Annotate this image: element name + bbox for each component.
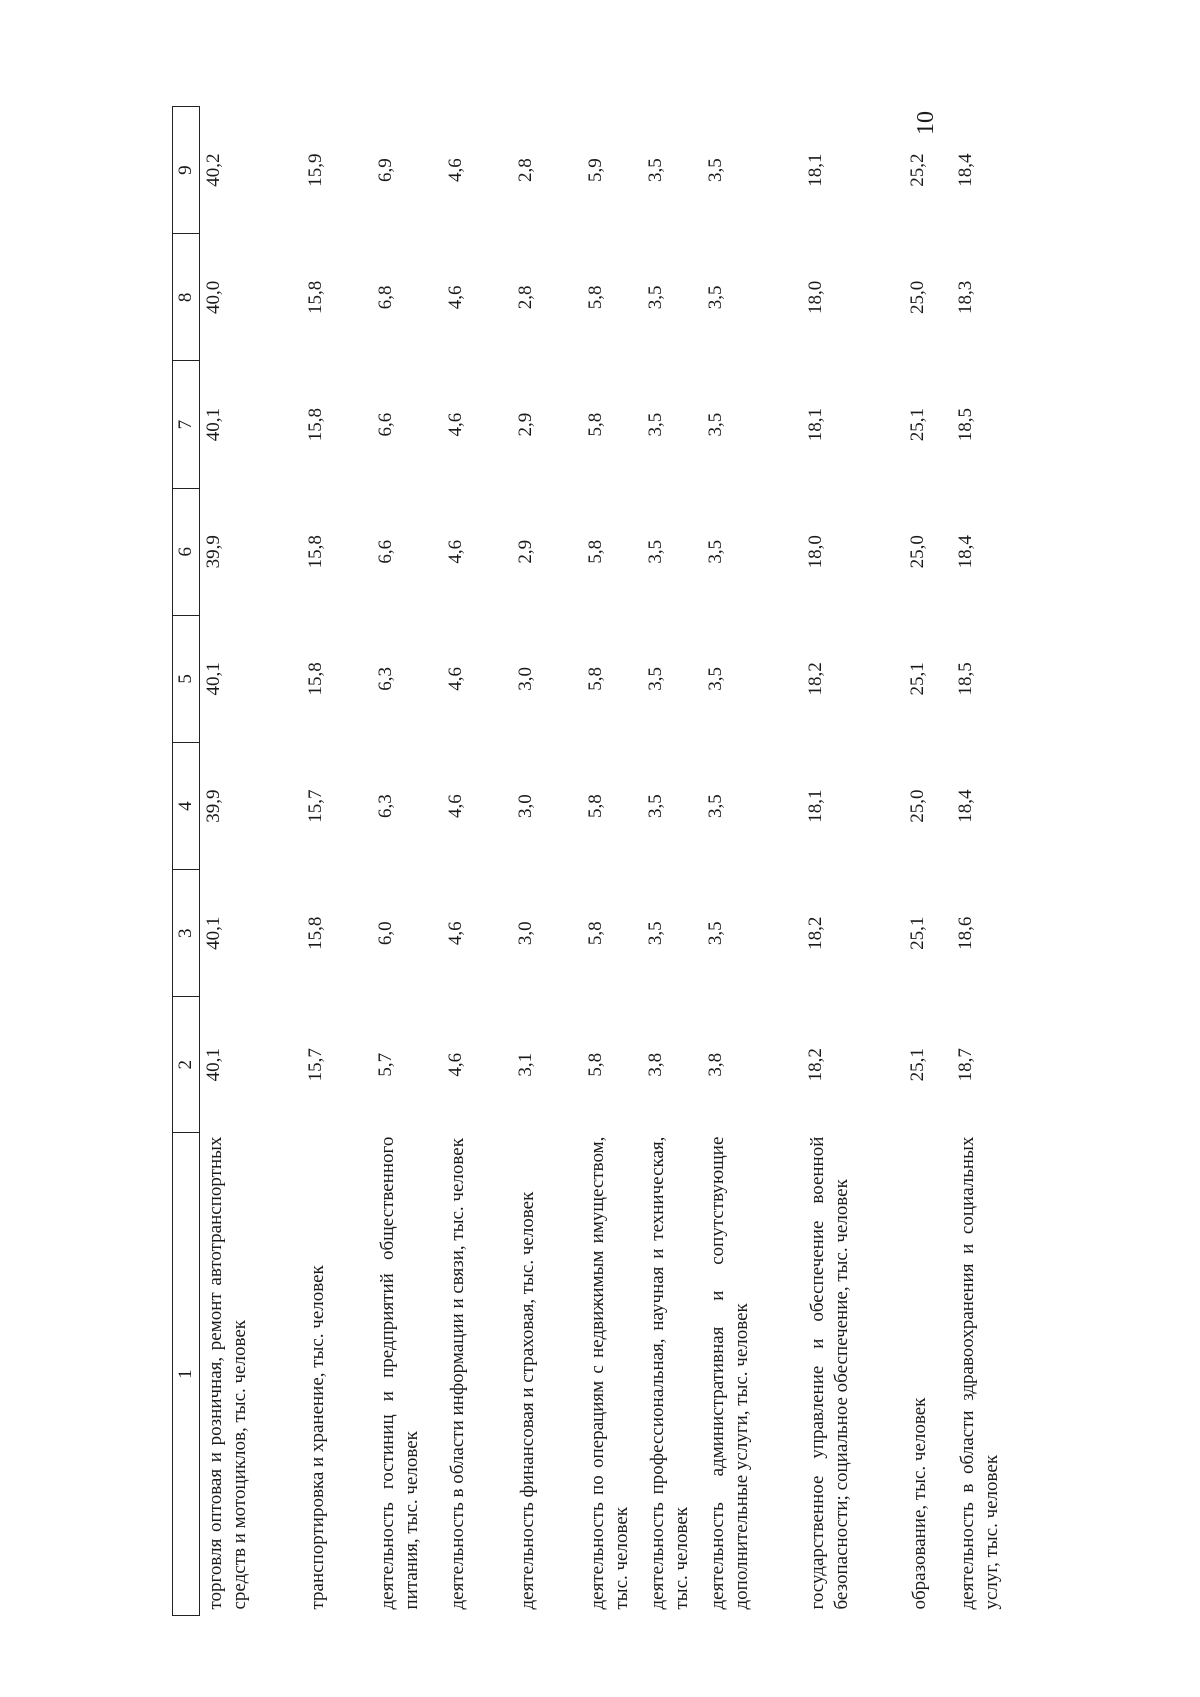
table-row: [702, 107, 802, 1616]
table-cell: 18,1: [805, 789, 826, 823]
table-cell: 6,8: [375, 285, 396, 310]
table-cell: 2,9: [515, 539, 536, 564]
table-cell: 25,2: [907, 153, 928, 187]
table-cell: 5,8: [585, 285, 606, 310]
column-header: 3: [173, 870, 200, 997]
row-label: государственное управление и обеспечение военной безопасности; социальное обеспечение, тыс. человек: [807, 1136, 852, 1610]
table-cell: 39,9: [203, 535, 224, 569]
table-cell: 18,7: [955, 1048, 976, 1082]
table-cell: 40,1: [203, 407, 224, 442]
table-cell: 3,0: [515, 667, 536, 691]
table-cell: 3,5: [645, 158, 666, 183]
table-cell: 2,8: [515, 158, 536, 183]
table-cell: 3,5: [645, 794, 666, 818]
table-cell: 3,5: [705, 794, 726, 818]
table-cell: 15,8: [305, 916, 326, 950]
table-cell: 18,2: [805, 662, 826, 696]
table-cell: 40,2: [203, 153, 224, 187]
table-cell: 5,8: [585, 1052, 606, 1077]
table-cell: 2,9: [515, 412, 536, 437]
table-cell: 40,1: [203, 1048, 224, 1082]
table-cell: 3,5: [705, 539, 726, 564]
header-row: [173, 107, 200, 1616]
table-cell: 6,6: [375, 412, 396, 437]
table-row: [372, 107, 442, 1616]
column-header: 1: [173, 1133, 200, 1616]
table-cell: 25,0: [907, 280, 928, 315]
table-row: [302, 107, 372, 1616]
data-table: [172, 106, 1032, 1616]
table-cell: 3,5: [705, 285, 726, 310]
table-cell: 18,4: [955, 789, 976, 823]
table-cell: 4,6: [445, 158, 466, 183]
table-cell: 40,1: [203, 916, 224, 950]
table-cell: 3,5: [645, 285, 666, 310]
column-header: 7: [173, 361, 200, 488]
row-label: деятельность в области здравоохранения и социальных услуг, тыс. человек: [957, 1136, 1002, 1610]
table-cell: 6,3: [375, 667, 396, 691]
table-cell: 4,6: [445, 285, 466, 310]
column-header: 6: [173, 488, 200, 615]
column-header: 9: [173, 107, 200, 234]
row-label: деятельность в области информации и связи, тыс. человек: [447, 1138, 468, 1610]
table-cell: 3,1: [515, 1052, 536, 1077]
table-cell: 4,6: [445, 667, 466, 691]
table-cell: 3,5: [705, 921, 726, 946]
table-cell: 18,5: [955, 662, 976, 696]
row-label: торговля оптовая и розничная, ремонт автотранспортных средств и мотоциклов, тыс. человек: [205, 1136, 250, 1610]
table-cell: 4,6: [445, 539, 466, 564]
row-label: деятельность профессиональная, научная и техническая, тыс. человек: [647, 1136, 692, 1610]
table-cell: 18,1: [805, 407, 826, 442]
table-cell: 3,5: [705, 158, 726, 183]
table-cell: 15,8: [305, 662, 326, 696]
table-cell: 15,7: [305, 789, 326, 823]
table-cell: 3,0: [515, 921, 536, 946]
table-row: [200, 107, 303, 1616]
table-cell: 3,8: [645, 1052, 666, 1077]
table-cell: 6,0: [375, 921, 396, 946]
table-cell: 18,4: [955, 153, 976, 187]
table-cell: 18,0: [805, 280, 826, 315]
table-cell: 5,8: [585, 412, 606, 437]
row-label: деятельность административная и сопутствующие дополнительные услуги, тыс. человек: [707, 1136, 752, 1610]
row-label: деятельность по операциям с недвижимым имуществом, тыс. человек: [587, 1136, 632, 1610]
rotated-table-container: [172, 106, 1002, 1616]
table-row: [512, 107, 582, 1616]
table-cell: 6,3: [375, 794, 396, 818]
table-cell: 3,5: [645, 667, 666, 691]
table-row: [802, 107, 904, 1616]
table-cell: 18,3: [955, 280, 976, 315]
table-cell: 3,5: [645, 539, 666, 564]
table-cell: 4,6: [445, 921, 466, 946]
column-header: 4: [173, 742, 200, 869]
table-row: [952, 107, 1032, 1616]
table-cell: 5,8: [585, 539, 606, 564]
table-cell: 4,6: [445, 1052, 466, 1077]
table-cell: 25,1: [907, 662, 928, 696]
table-cell: 6,6: [375, 539, 396, 564]
table-cell: 39,9: [203, 789, 224, 823]
table-cell: 4,6: [445, 794, 466, 818]
table-cell: 18,4: [955, 535, 976, 569]
table-cell: 15,9: [305, 153, 326, 187]
column-header: 2: [173, 997, 200, 1133]
table-cell: 25,1: [907, 407, 928, 442]
table-cell: 3,5: [645, 412, 666, 437]
table-row: [642, 107, 702, 1616]
table-cell: 18,2: [805, 916, 826, 950]
table-cell: 5,8: [585, 667, 606, 691]
row-label: деятельность гостиниц и предприятий общественного питания, тыс. человек: [377, 1136, 422, 1610]
table-cell: 3,0: [515, 794, 536, 818]
table-cell: 18,6: [955, 916, 976, 950]
table-cell: 15,8: [305, 535, 326, 569]
table-row: [904, 107, 952, 1616]
table-cell: 18,1: [805, 153, 826, 187]
table-cell: 25,1: [907, 1048, 928, 1082]
row-label: транспортировка и хранение, тыс. человек: [307, 1265, 328, 1610]
table-cell: 5,7: [375, 1052, 396, 1077]
table-cell: 5,8: [585, 921, 606, 946]
table-cell: 3,5: [645, 921, 666, 946]
table-cell: 3,5: [705, 412, 726, 437]
table-cell: 18,2: [805, 1048, 826, 1082]
table-cell: 18,5: [955, 407, 976, 442]
row-label: деятельность финансовая и страховая, тыс. человек: [517, 1191, 538, 1610]
column-header: 5: [173, 615, 200, 742]
table-cell: 5,8: [585, 794, 606, 818]
table-cell: 15,8: [305, 280, 326, 315]
table-cell: 40,0: [203, 280, 224, 315]
row-label: образование, тыс. человек: [909, 1397, 930, 1610]
table-cell: 4,6: [445, 412, 466, 437]
table-cell: 5,9: [585, 158, 606, 183]
table-cell: 18,0: [805, 535, 826, 569]
page-number: 10: [913, 111, 939, 135]
table-cell: 25,1: [907, 916, 928, 950]
table-cell: 2,8: [515, 285, 536, 310]
table-cell: 25,0: [907, 535, 928, 569]
table-cell: 25,0: [907, 789, 928, 823]
table-row: [582, 107, 642, 1616]
table-row: [442, 107, 512, 1616]
table-cell: 15,7: [305, 1048, 326, 1082]
table-cell: 3,8: [705, 1052, 726, 1077]
table-cell: 40,1: [203, 662, 224, 696]
column-header: 8: [173, 234, 200, 361]
table-cell: 6,9: [375, 158, 396, 183]
table-cell: 3,5: [705, 667, 726, 691]
table-cell: 15,8: [305, 407, 326, 442]
